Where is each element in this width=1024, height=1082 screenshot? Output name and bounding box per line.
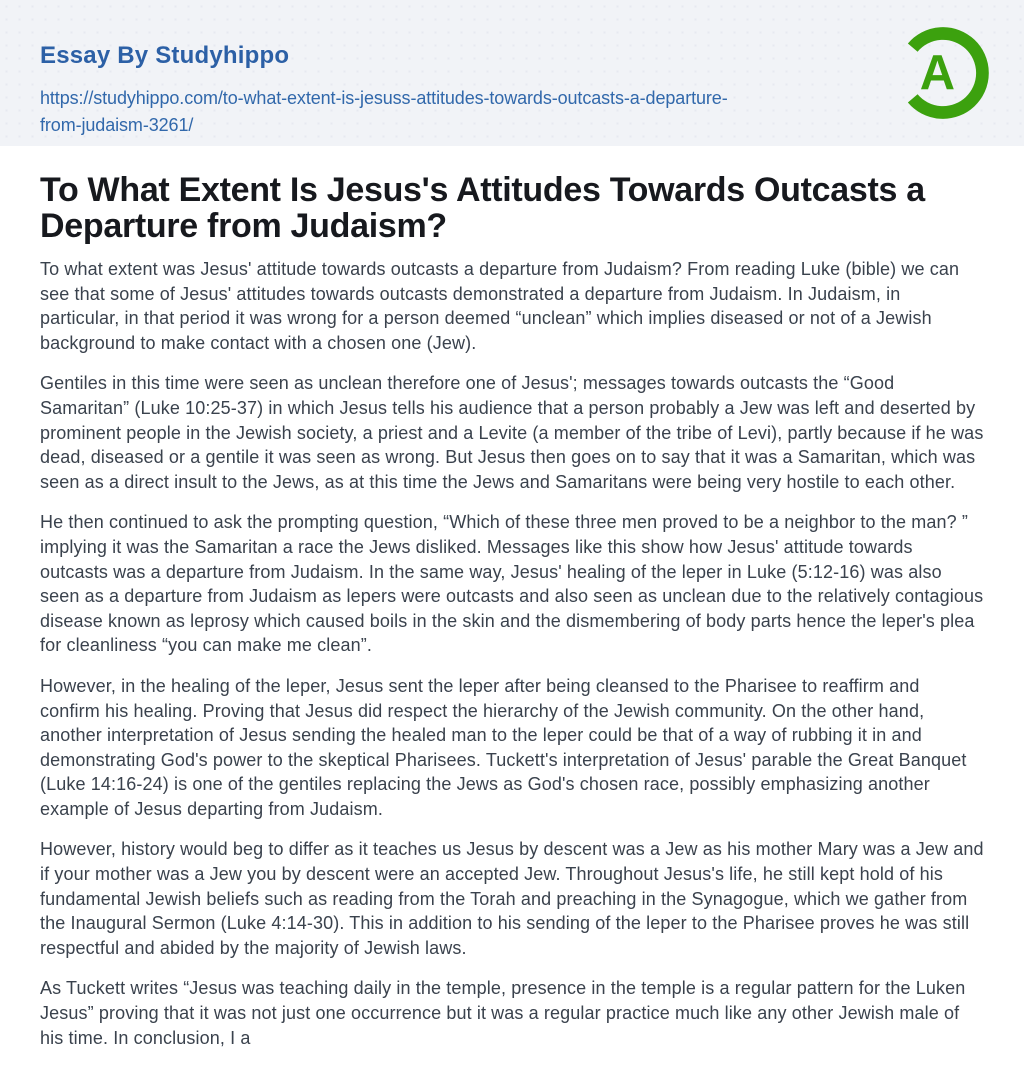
studyhippo-logo-icon [896, 26, 990, 120]
essay-paragraph: As Tuckett writes “Jesus was teaching daily in the temple, presence in the temple is a regular pattern for the Luken Jesus” proving that it was not just one occurrence but it was a regular practice much like any other Jewish male of his time. In conclusion, I a [40, 978, 966, 1048]
essay-url-line: from-judaism-3261/ [40, 115, 194, 135]
essay-url-line: https://studyhippo.com/to-what-extent-is-jesuss-attitudes-towards-outcasts-a-departure- [40, 88, 728, 108]
essay-paragraph: To what extent was Jesus' attitude towards outcasts a departure from Judaism? From reading Luke (bible) we can see that some of Jesus' attitudes towards outcasts demonstrated a departure from Judaism. In Judaism, in particular, in that period it was wrong for a person deemed “unclean” which implies diseased or not of a Jewish background to make contact with a chosen one (Jew). [40, 259, 960, 353]
site-title: Essay By Studyhippo [40, 42, 290, 69]
essay-paragraph: Gentiles in this time were seen as unclean therefore one of Jesus'; messages towards outcasts the “Good Samaritan” (Luke 10:25-37) in which Jesus tells his audience that a person probably a Jew was left and deserted by prominent people in the Jewish society, a priest and a Levite (a member of the tribe of Levi), partly because if he was dead, diseased or a gentile it was seen as wrong. But Jesus then goes on to say that it was a Samaritan, which was seen as a direct insult to the Jews, as at this time the Jews and Samaritans were being very hostile to each other. [40, 373, 984, 492]
essay-content [0, 146, 1024, 1050]
logo-letter: A [919, 45, 956, 100]
essay-paragraph: He then continued to ask the prompting question, “Which of these three men proved to be a neighbor to the man? ” implying it was the Samaritan a race the Jews disliked. Messages like this show how Jesus' attitude towards outcasts was a departure from Judaism. In the same way, Jesus' healing of the leper in Luke (5:12-16) was also seen as a departure from Judaism as lepers were outcasts and also seen as unclean due to the relatively contagious disease known as leprosy which caused boils in the skin and the dismembering of body parts hence the leper's plea for cleanliness “you can make me clean”. [40, 512, 984, 656]
essay-title: To What Extent Is Jesus's Attitudes Towards Outcasts a Departure from Judaism? [40, 171, 925, 245]
essay-paragraph: However, history would beg to differ as it teaches us Jesus by descent was a Jew as his mother Mary was a Jew and if your mother was a Jew you by descent were an accepted Jew. Throughout Jesus's life, he still kept hold of his fundamental Jewish beliefs such as reading from the Torah and preaching in the Synagogue, which we gather from the Inaugural Sermon (Luke 4:14-30). This in addition to his sending of the leper to the Pharisee proves he was still respectful and abided by the majority of Jewish laws. [40, 839, 984, 958]
essay-paragraph: However, in the healing of the leper, Jesus sent the leper after being cleansed to the Pharisee to reaffirm and confirm his healing. Proving that Jesus did respect the hierarchy of the Jewish community. On the other hand, another interpretation of Jesus sending the healed man to the leper could be that of a way of rubbing it in and demonstrating God's power to the skeptical Pharisees. Tuckett's interpretation of Jesus' parable the Great Banquet (Luke 14:16-24) is one of the gentiles replacing the Jews as God's chosen race, possibly emphasizing another example of Jesus departing from Judaism. [40, 675, 967, 819]
site-header [0, 0, 1024, 146]
essay-body [40, 257, 984, 1050]
essay-url-link[interactable] [40, 85, 840, 139]
